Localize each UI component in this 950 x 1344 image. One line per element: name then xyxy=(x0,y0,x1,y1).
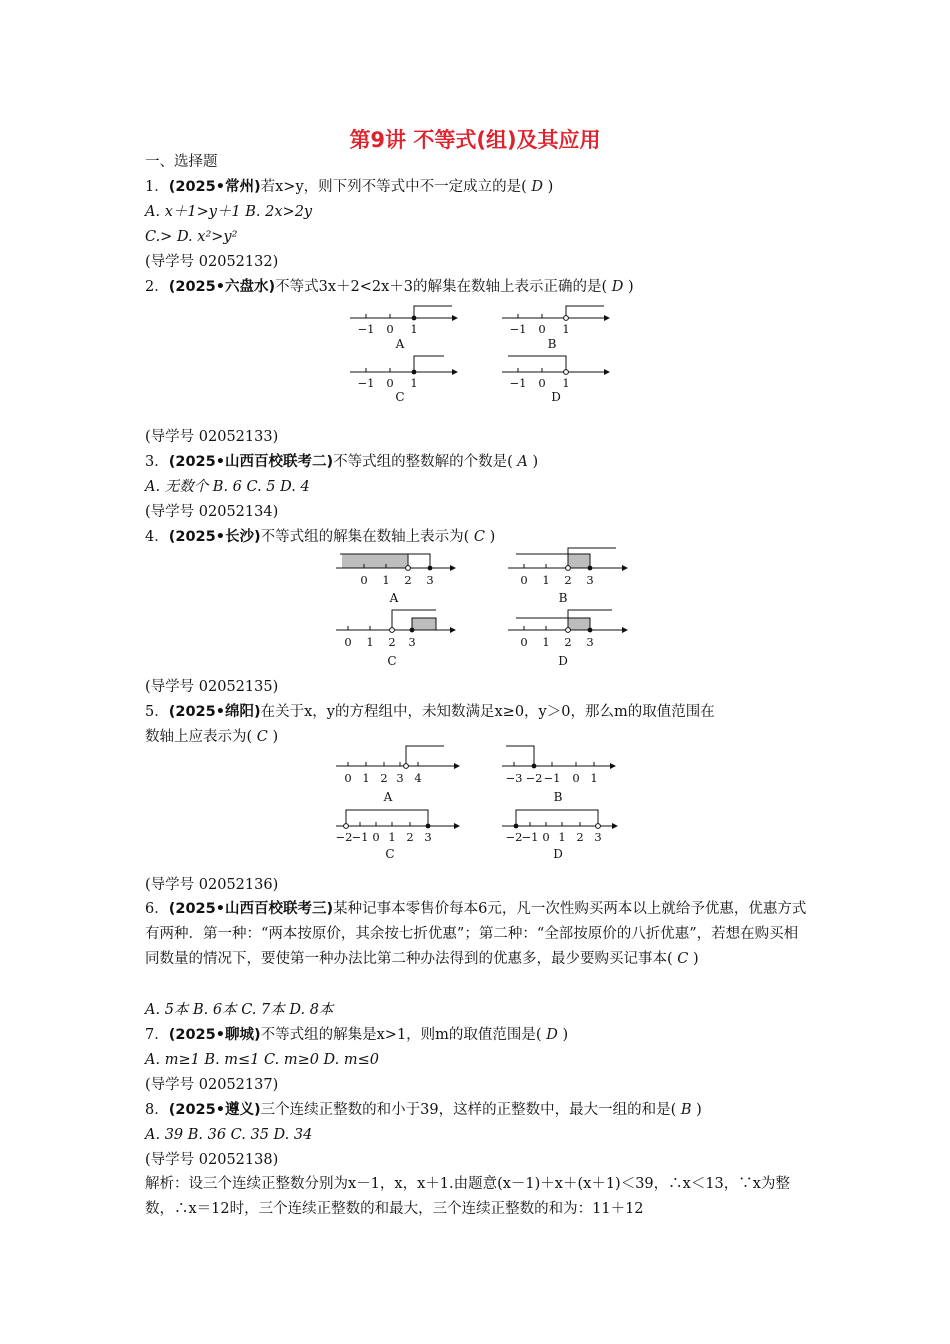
tick-label: 3 xyxy=(426,573,434,587)
tick-label: 1 xyxy=(562,322,570,336)
tick-label: 3 xyxy=(586,573,594,587)
tick-label: 0 xyxy=(542,830,550,844)
tick-label: −1 xyxy=(509,376,527,390)
tick-label: −2 xyxy=(505,830,523,844)
tick-label: −3 xyxy=(505,771,523,785)
question-source: (2025•长沙) xyxy=(168,529,261,545)
number-line-4a xyxy=(336,548,456,606)
tick-label: −2 xyxy=(525,771,543,785)
question-stem: 在关于x，y的方程组中，未知数满足x≥0，y＞0，那么m的取值范围在 xyxy=(260,704,715,720)
q8-analysis: 解析：设三个连续正整数分别为x－1，x，x＋1.由题意(x－1)＋x＋(x＋1)＜39，∴x＜13，∵x为整数，∴x＝12时，三个连续正整数的和最大，三个连续正整数的和为：11＋12 xyxy=(145,1176,790,1217)
option-label: D xyxy=(551,390,561,404)
question-source: (2025•绵阳) xyxy=(168,704,261,720)
tick-label: 4 xyxy=(414,771,422,785)
tick-label: 2 xyxy=(576,830,584,844)
question-stem: 某种记事本零售价每本6元，凡一次性购买两本以上就给予优惠，优惠方式有两种．第一种：“两本按原价，其余按七折优惠”；第二种：“全部按原价的八折优惠”，若想在购买相同数量的情况下，要使第一种办法比第二种办法得到的优惠多，最少要购买记事本( xyxy=(145,901,807,967)
q1-guide-number: (导学号 02052132) xyxy=(145,254,279,270)
tick-label: 3 xyxy=(586,635,594,649)
tick-label: 0 xyxy=(386,322,394,336)
tick-label: 3 xyxy=(396,771,404,785)
answer-choice: D xyxy=(531,179,544,195)
answer-choice: C xyxy=(473,529,485,545)
tick-label: −1 xyxy=(357,322,375,336)
tick-label: 0 xyxy=(520,635,528,649)
tick-label: 0 xyxy=(372,830,380,844)
question-number: 8． xyxy=(145,1102,169,1118)
option-label: B xyxy=(547,337,557,351)
tick-label: 3 xyxy=(408,635,416,649)
option-label: A xyxy=(389,591,399,605)
tick-label: −1 xyxy=(521,830,539,844)
question-6: 6．(2025•山西百校联考三)某种记事本零售价每本6元，凡一次性购买两本以上就给予优惠，优惠方式有两种．第一种：“两本按原价，其余按七折优惠”；第二种：“全部按原价的八折优惠”，若想在购买相同数量的情况下，要使第一种办法比第二种办法得到的优惠多，最少要购买记事本( C ) xyxy=(145,901,807,967)
question-5 xyxy=(145,702,715,722)
answer-choice: D xyxy=(546,1027,558,1043)
tick-label: 3 xyxy=(424,830,432,844)
question-stem: 不等式组的解集在数轴上表示为( xyxy=(260,529,470,545)
question-source: (2025•常州) xyxy=(168,179,261,195)
tick-label: 0 xyxy=(538,322,546,336)
tick-label: 2 xyxy=(406,830,414,844)
tick-label: 1 xyxy=(562,376,570,390)
tick-label: 1 xyxy=(388,830,396,844)
tick-label: 0 xyxy=(344,635,352,649)
number-line-4d xyxy=(508,610,628,668)
q8-guide-number: (导学号 02052138) xyxy=(145,1152,279,1168)
question-source: (2025•山西百校联考二) xyxy=(168,454,334,470)
tick-label: 1 xyxy=(410,322,418,336)
option-label: B xyxy=(558,591,568,605)
tick-label: −1 xyxy=(351,830,369,844)
question-5-continued: 数轴上应表示为( C ) xyxy=(145,729,279,745)
question-source: (2025•六盘水) xyxy=(168,279,276,295)
tick-label: 1 xyxy=(366,635,374,649)
question-8: 8．(2025•遵义)三个连续正整数的和小于39，这样的正整数中，最大一组的和是( B ) xyxy=(145,1102,702,1118)
question-stem: 不等式组的整数解的个数是( xyxy=(333,454,513,470)
tick-label: 2 xyxy=(404,573,412,587)
tick-label: 1 xyxy=(542,635,550,649)
tick-label: 2 xyxy=(380,771,388,785)
q3-options: A. 无数个 B. 6 C. 5 D. 4 xyxy=(145,479,310,495)
tick-label: 3 xyxy=(594,830,602,844)
answer-choice: C xyxy=(256,729,268,745)
tick-label: 1 xyxy=(558,830,566,844)
answer-choice: C xyxy=(677,951,689,967)
number-line-4c xyxy=(336,610,456,668)
number-line-5a xyxy=(336,744,461,804)
option-label: D xyxy=(553,847,563,861)
q3-guide-number: (导学号 02052134) xyxy=(145,504,279,520)
tick-label: −1 xyxy=(543,771,561,785)
tick-label: 0 xyxy=(344,771,352,785)
question-source: (2025•遵义) xyxy=(168,1102,261,1118)
question-stem: 若x>y，则下列不等式中不一定成立的是( xyxy=(260,179,527,195)
question-number: 1． xyxy=(145,179,169,195)
tick-label: 0 xyxy=(386,376,394,390)
q5-guide-number: (导学号 02052136) xyxy=(145,877,279,893)
question-number: 3． xyxy=(145,454,169,470)
number-line-2b xyxy=(500,298,610,350)
option-label: D xyxy=(558,654,568,668)
tick-label: 2 xyxy=(564,635,572,649)
q1-options-line-1: A. x＋1>y＋1 B. 2x>2y xyxy=(145,204,313,220)
tick-label: 1 xyxy=(362,771,370,785)
tick-label: 0 xyxy=(572,771,580,785)
section-heading: 一、选择题 xyxy=(145,154,218,170)
tick-label: 0 xyxy=(538,376,546,390)
option-label: A xyxy=(383,790,393,804)
question-stem: 三个连续正整数的和小于39，这样的正整数中，最大一组的和是( xyxy=(260,1102,677,1118)
tick-label: 0 xyxy=(520,573,528,587)
question-stem: 不等式3x＋2<2x＋3的解集在数轴上表示正确的是( xyxy=(275,279,608,295)
tick-label: 1 xyxy=(590,771,598,785)
question-source: (2025•山西百校联考三) xyxy=(168,901,334,917)
option-label: C xyxy=(395,390,405,404)
number-line-5b xyxy=(502,744,617,804)
q7-options: A. m≥1 B. m≤1 C. m≥0 D. m≤0 xyxy=(145,1052,380,1068)
question-7: 7．(2025•聊城)不等式组的解集是x>1，则m的取值范围是( D ) xyxy=(145,1027,569,1043)
tick-label: 1 xyxy=(382,573,390,587)
q2-guide-number: (导学号 02052133) xyxy=(145,429,279,445)
tick-label: 2 xyxy=(388,635,396,649)
q4-guide-number: (导学号 02052135) xyxy=(145,679,279,695)
option-label: C xyxy=(387,654,397,668)
question-3: 3．(2025•山西百校联考二)不等式组的整数解的个数是( A ) xyxy=(145,454,539,470)
option-label: C xyxy=(385,847,395,861)
option-label: B xyxy=(553,790,563,804)
answer-choice: B xyxy=(680,1102,692,1118)
question-4: 4．(2025•长沙)不等式组的解集在数轴上表示为( C ) xyxy=(145,529,496,545)
answer-choice: A xyxy=(517,454,528,470)
tick-label: −2 xyxy=(335,830,353,844)
question-number: 5． xyxy=(145,704,169,720)
q8-options: A. 39 B. 36 C. 35 D. 34 xyxy=(145,1127,313,1143)
question-number: 2． xyxy=(145,279,169,295)
answer-choice: D xyxy=(611,279,624,295)
number-line-5c xyxy=(336,806,461,864)
question-source: (2025•聊城) xyxy=(168,1027,261,1043)
question-1: 1．(2025•常州)若x>y，则下列不等式中不一定成立的是( D ) xyxy=(145,179,554,195)
lecture-title: 第9讲 不等式(组)及其应用 xyxy=(349,128,601,152)
tick-label: −1 xyxy=(357,376,375,390)
q6-options: A. 5本 B. 6本 C. 7本 D. 8本 xyxy=(145,1002,334,1018)
number-line-2c xyxy=(348,350,458,402)
tick-label: 1 xyxy=(410,376,418,390)
q1-options-line-2: C.> D. x²>y² xyxy=(145,229,238,245)
question-number: 4． xyxy=(145,529,169,545)
tick-label: 2 xyxy=(564,573,572,587)
tick-label: 1 xyxy=(542,573,550,587)
tick-label: 0 xyxy=(360,573,368,587)
number-line-4b xyxy=(508,548,628,606)
number-line-2d xyxy=(500,350,610,402)
question-stem: 不等式组的解集是x>1，则m的取值范围是( xyxy=(260,1027,542,1043)
number-line-5d xyxy=(502,806,620,864)
option-label: A xyxy=(395,337,405,351)
number-line-2a xyxy=(348,298,458,350)
tick-label: −1 xyxy=(509,322,527,336)
question-number: 6． xyxy=(145,901,169,917)
question-2: 2．(2025•六盘水)不等式3x＋2<2x＋3的解集在数轴上表示正确的是( D ) xyxy=(145,279,634,295)
q7-guide-number: (导学号 02052137) xyxy=(145,1077,279,1093)
question-number: 7． xyxy=(145,1027,169,1043)
